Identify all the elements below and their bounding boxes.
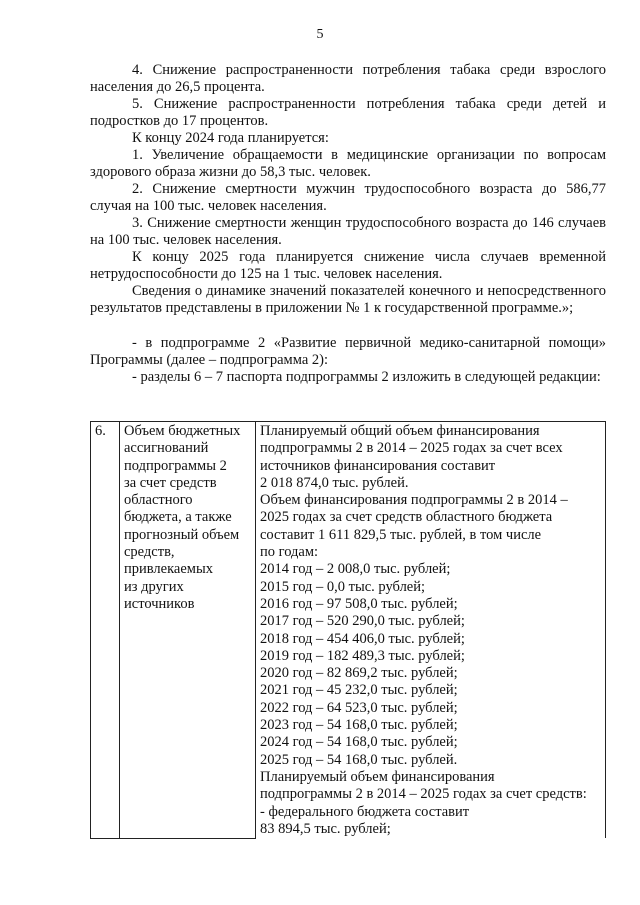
row-name-cell xyxy=(120,422,256,839)
table-cell-line: Объем финансирования подпрограммы 2 в 2014 – xyxy=(260,492,568,509)
table-cell-line: 2017 год – 520 290,0 тыс. рублей; xyxy=(260,613,465,630)
row-number: 6. xyxy=(91,422,120,839)
paragraph-female-mortality: 3. Снижение смертности женщин трудоспособного возраста до 146 случаев на 100 тыс. человек населения. xyxy=(90,215,606,248)
paragraph-sections-6-7: - разделы 6 – 7 паспорта подпрограммы 2 изложить в следующей редакции: xyxy=(132,369,601,385)
paragraph-indicators-info: Сведения о динамике значений показателей конечного и непосредственного результатов представлены в приложении № 1 к государственной программе.»; xyxy=(90,283,606,316)
table-cell-line: - федерального бюджета составит xyxy=(260,803,470,820)
table-cell-line: по годам: xyxy=(260,544,319,561)
paragraph-tobacco-adults: 4. Снижение распространенности потребления табака среди взрослого населения до 26,5 процента. xyxy=(90,62,606,95)
table-cell-line: привлекаемых xyxy=(124,561,213,578)
table-cell-line: 2014 год – 2 008,0 тыс. рублей; xyxy=(260,561,451,578)
table-cell-line: областного xyxy=(124,492,193,509)
table-cell-line: 2020 год – 82 869,2 тыс. рублей; xyxy=(260,665,458,682)
table-cell-line: за счет средств xyxy=(124,474,217,491)
paragraph-plan-2025: К концу 2025 года планируется снижение числа случаев временной нетрудоспособности до 125 на 1 тыс. человек населения. xyxy=(90,249,606,282)
paragraph-tobacco-children: 5. Снижение распространенности потребления табака среди детей и подростков до 17 процентов. xyxy=(90,96,606,129)
table-cell-line: 2016 год – 97 508,0 тыс. рублей; xyxy=(260,595,458,612)
table-cell-line: составит 1 611 829,5 тыс. рублей, в том числе xyxy=(260,526,542,543)
table-cell-line: 2018 год – 454 406,0 тыс. рублей; xyxy=(260,630,465,647)
table-cell-line: Планируемый объем финансирования xyxy=(260,768,495,785)
table-cell-line: 2024 год – 54 168,0 тыс. рублей; xyxy=(260,734,458,751)
paragraph-plan-2024: К концу 2024 года планируется: xyxy=(132,130,329,146)
table-cell-line: средств, xyxy=(124,544,175,561)
paragraph-male-mortality: 2. Снижение смертности мужчин трудоспособного возраста до 586,77 случая на 100 тыс. человек населения. xyxy=(90,181,606,214)
table-cell-line: источников финансирования составит xyxy=(260,457,496,474)
table-cell-line: источников xyxy=(124,595,195,612)
table-cell-line: 2025 год – 54 168,0 тыс. рублей. xyxy=(260,751,458,768)
paragraph-subprogram-2: - в подпрограмме 2 «Развитие первичной медико-санитарной помощи» Программы (далее – подпрограмма 2): xyxy=(90,335,606,368)
paragraph-healthy-lifestyle: 1. Увеличение обращаемости в медицинские организации по вопросам здорового образа жизни до 58,3 тыс. человек. xyxy=(90,147,606,180)
table-cell-line: 2023 год – 54 168,0 тыс. рублей; xyxy=(260,717,458,734)
table-cell-line: Объем бюджетных xyxy=(124,423,241,439)
table-cell-line: подпрограммы 2 xyxy=(124,457,227,474)
row-value-cell xyxy=(256,422,606,839)
table-cell-line: 83 894,5 тыс. рублей; xyxy=(260,820,391,837)
table-cell-line: подпрограммы 2 в 2014 – 2025 годах за счет всех xyxy=(260,440,563,457)
table-row xyxy=(91,422,606,839)
table-cell-line: 2022 год – 64 523,0 тыс. рублей; xyxy=(260,699,458,716)
table-cell-line: 2025 годах за счет средств областного бюджета xyxy=(260,509,553,526)
table-cell-line: 2 018 874,0 тыс. рублей. xyxy=(260,474,409,491)
table-cell-line: 2019 год – 182 489,3 тыс. рублей; xyxy=(260,647,465,664)
table-cell-line: 2021 год – 45 232,0 тыс. рублей; xyxy=(260,682,458,699)
table-cell-line: ассигнований xyxy=(124,440,209,457)
page-number: 5 xyxy=(316,27,324,42)
table-cell-line: из других xyxy=(124,578,184,595)
table-cell-line: Планируемый общий объем финансирования xyxy=(260,423,540,439)
table-cell-line: бюджета, а также xyxy=(124,509,232,526)
passport-table xyxy=(90,421,606,839)
table-cell-line: 2015 год – 0,0 тыс. рублей; xyxy=(260,578,426,595)
table-cell-line: прогнозный объем xyxy=(124,526,240,543)
table-cell-line: подпрограммы 2 в 2014 – 2025 годах за счет средств: xyxy=(260,786,587,803)
